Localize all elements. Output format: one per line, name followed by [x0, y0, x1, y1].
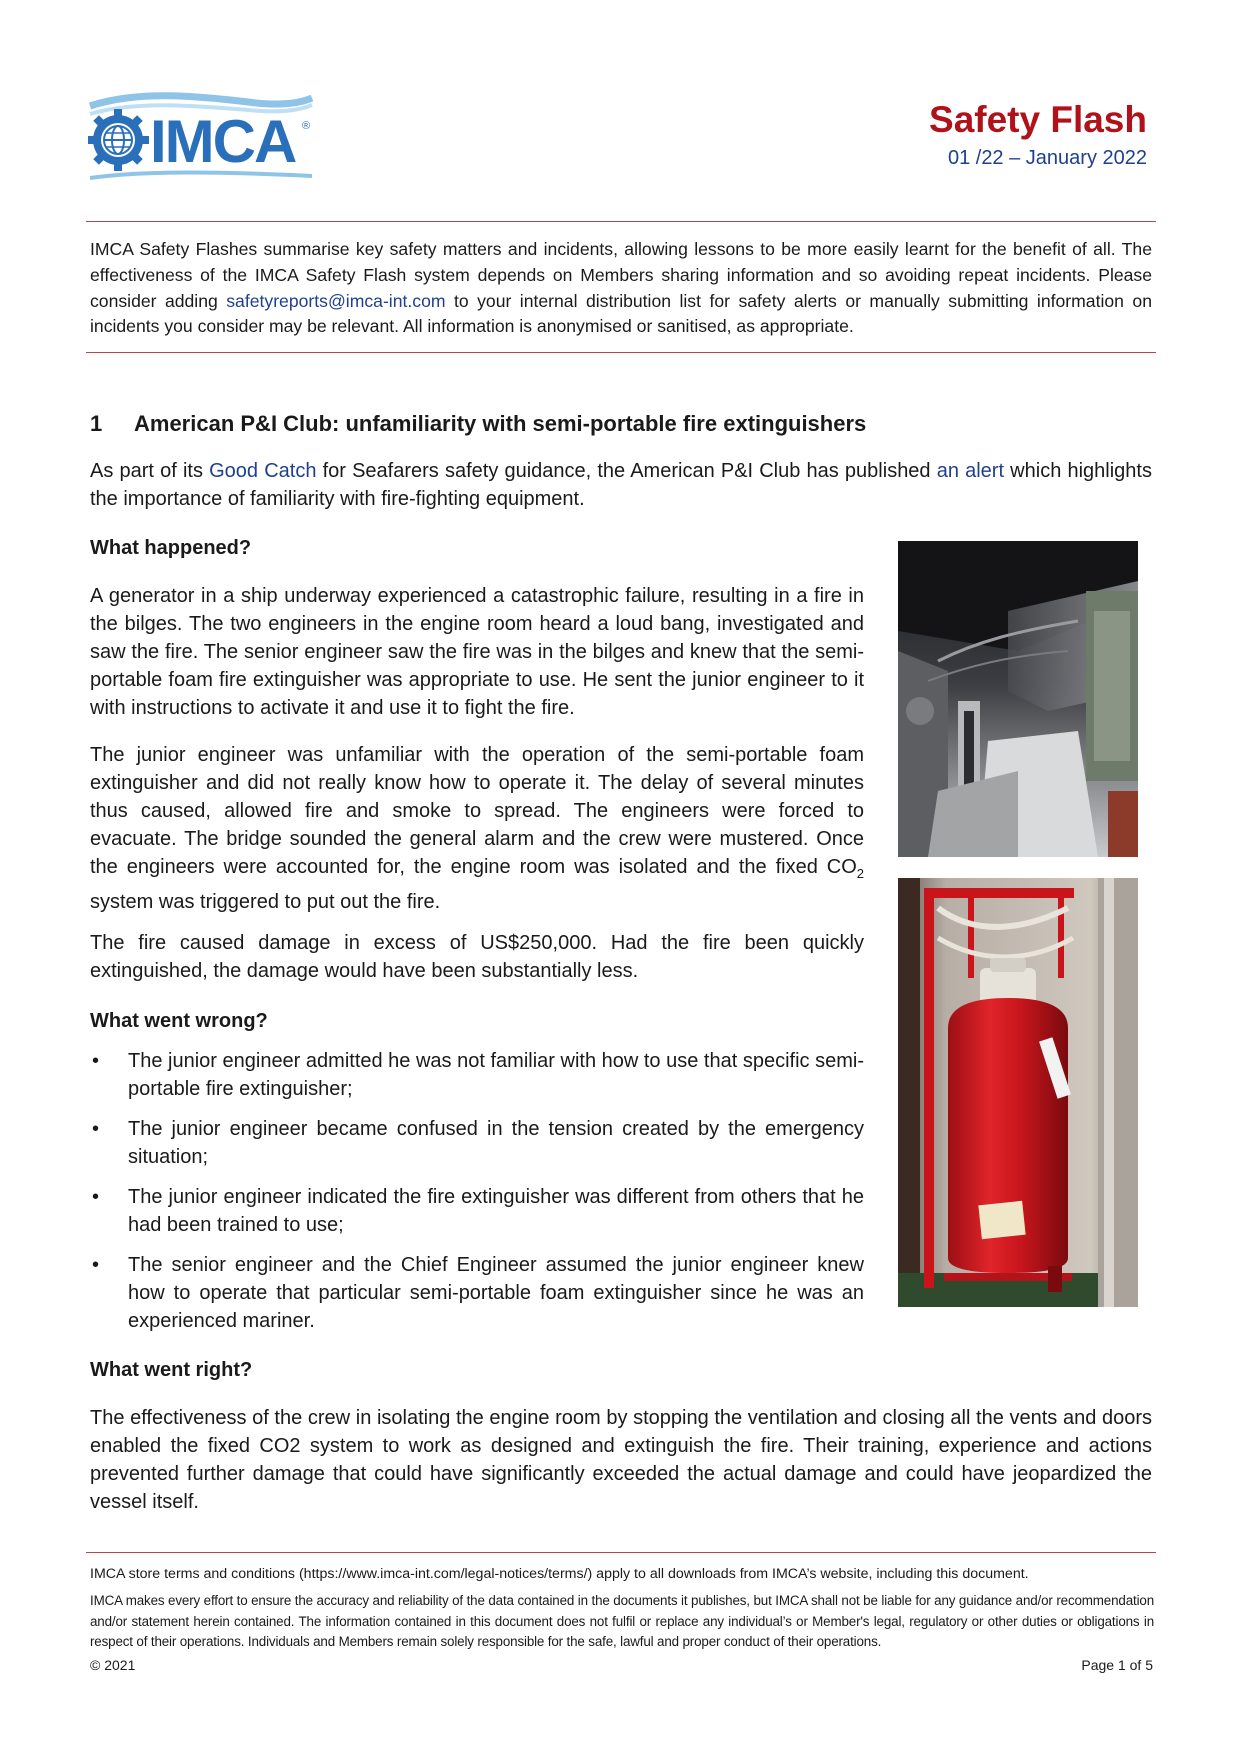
bullet-dot: • [92, 1050, 100, 1072]
footer-terms: IMCA store terms and conditions (https://www.imca-int.com/legal-notices/terms/) apply to all downloads from IMCA’s website, including this document. [90, 1566, 1029, 1582]
happened-paragraph-2 [90, 741, 864, 916]
list-item [90, 1183, 864, 1239]
bullet-dot: • [92, 1118, 100, 1140]
bullet-dot: • [92, 1254, 100, 1276]
document-title: Safety Flash [929, 99, 1147, 140]
section-number: 1 [90, 411, 103, 436]
lead-paragraph [90, 457, 1152, 513]
extinguisher-photo-illustration [898, 878, 1138, 1307]
semi-portable-extinguisher-photo [898, 878, 1138, 1307]
logo-wordmark: IMCA [150, 108, 296, 175]
footer-disclaimer: IMCA makes every effort to ensure the accuracy and reliability of the data contained in the documents it publishes, but IMCA shall not be liable for any guidance and/or recommendation and/or statement herein contained. The information contained in this document does not fulfil or replace any individual’s or Member's legal, regulatory or other duties or obligations in respect of their operations. Individuals and Members remain solely responsible for the safe, lawful and proper conduct of their operations. [90, 1593, 1154, 1649]
list-item-text: The junior engineer indicated the fire extinguisher was different from others that he had been trained to use; [128, 1186, 864, 1236]
alert-link[interactable]: an alert [936, 460, 1005, 482]
what-went-wrong-heading: What went wrong? [90, 1010, 268, 1032]
header-divider [86, 221, 1156, 222]
engine-room-fire-damage-photo [898, 541, 1138, 857]
issue-date: 01 /22 – January 2022 [947, 147, 1147, 169]
list-item [90, 1047, 864, 1103]
happened-paragraph-1: A generator in a ship underway experienced a catastrophic failure, resulting in a fire in the bilges. The two engineers in the engine room heard a loud bang, investigated and saw the fire. The senior engineer saw the fire was in the bilges and knew that the semi-portable foam fire extinguisher was appropriate to use. He sent the junior engineer to it with instructions to activate it and use it to fight the fire. [90, 585, 864, 719]
good-catch-link[interactable]: Good Catch [209, 460, 317, 482]
intro-text-start: IMCA Safety Flashes summarise key safety matters and incidents, allowing lessons to be more easily learnt for the benefit of all. The effectiveness of the IMCA Safety Flash system depends on Members sharing information and so avoiding repeat incidents. Please consider adding [90, 239, 1152, 311]
happened-p2-text: The junior engineer was unfamiliar with the operation of the semi-portable foam extinguisher and did not really know how to operate it. The delay of several minutes thus caused, allowed fire and smoke to spread. The engineers were forced to evacuate. The bridge sounded the general alarm and the crew were mustered. Once the engineers were accounted for, the engine room was isolated and the fixed CO [90, 744, 864, 878]
section-heading [90, 410, 866, 438]
happened-p2-text-end: system was triggered to put out the fire. [90, 891, 441, 913]
what-went-right-heading: What went right? [90, 1359, 253, 1381]
lead-text-3: which highlights the importance of familiarity with fire-fighting equipment. [90, 460, 1152, 510]
list-item-text: The junior engineer admitted he was not familiar with how to use that specific semi-portable fire extinguisher; [128, 1050, 864, 1100]
bullet-dot: • [92, 1186, 100, 1208]
happened-paragraph-3: The fire caused damage in excess of US$250,000. Had the fire been quickly extinguished, the damage would have been substantially less. [90, 932, 864, 982]
co2-subscript: 2 [856, 866, 864, 881]
footer-divider [86, 1552, 1156, 1553]
page-number: Page 1 of 5 [1081, 1657, 1153, 1673]
section-title: American P&I Club: unfamiliarity with semi-portable fire extinguishers [134, 411, 867, 436]
list-item [90, 1251, 864, 1335]
what-went-wrong-list [90, 1047, 864, 1347]
lead-text-2: for Seafarers safety guidance, the American P&I Club has published [316, 460, 937, 482]
engine-room-photo-illustration [898, 541, 1138, 857]
intro-paragraph [90, 237, 1152, 340]
list-item-text: The senior engineer and the Chief Engineer assumed the junior engineer knew how to operate that particular semi-portable foam extinguisher since he was an experienced mariner. [128, 1254, 864, 1332]
copyright: © 2021 [90, 1657, 136, 1673]
list-item-text: The junior engineer became confused in the tension created by the emergency situation; [128, 1118, 864, 1168]
safety-reports-email-link[interactable]: safetyreports@imca-int.com [226, 290, 446, 311]
intro-divider [86, 352, 1156, 353]
what-happened-heading: What happened? [90, 537, 252, 559]
lead-text-1: As part of its [90, 460, 210, 482]
logo-registered-mark: ® [302, 120, 311, 132]
what-went-right-paragraph: The effectiveness of the crew in isolating the engine room by stopping the ventilation and closing all the vents and doors enabled the fixed CO2 system to work as designed and extinguish the fire. Their training, experience and actions prevented further damage that could have significantly exceeded the actual damage and could have jeopardized the vessel itself. [90, 1407, 1152, 1513]
intro-text-end: to your internal distribution list for safety alerts or manually submitting information on incidents you consider may be relevant. All information is anonymised or sanitised, as appropriate. [90, 290, 1152, 337]
list-item [90, 1115, 864, 1171]
